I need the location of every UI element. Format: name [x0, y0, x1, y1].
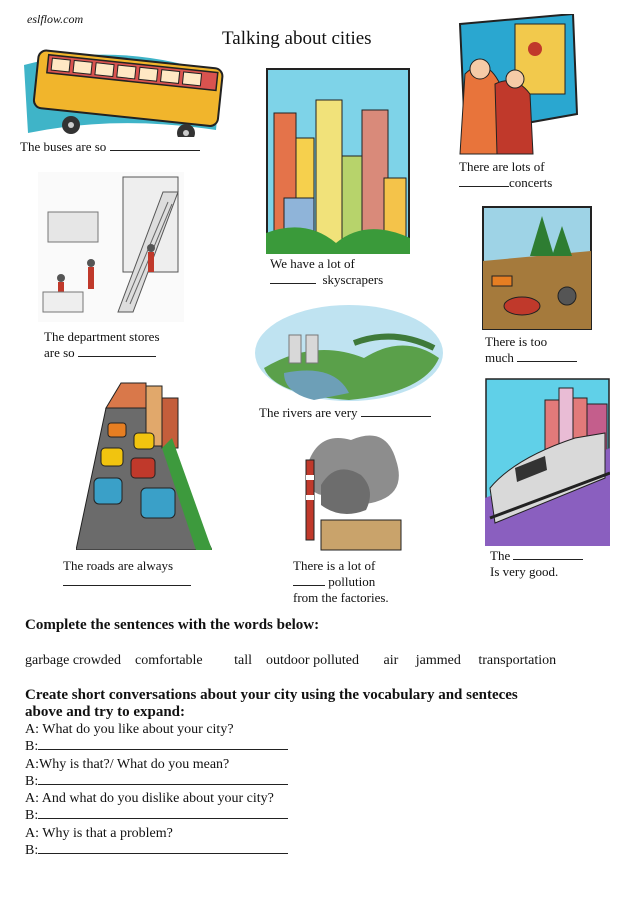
- bus-illustration: [16, 45, 228, 137]
- vocab-word: crowded: [72, 653, 122, 668]
- conversation-line-a: A: Why is that a problem?: [25, 825, 173, 841]
- concert-illustration: [455, 14, 580, 156]
- traffic-jam-illustration: [76, 378, 212, 550]
- page-title: Talking about cities: [222, 28, 372, 49]
- caption-pollution: There is a lot of pollution from the factories.: [293, 558, 389, 605]
- caption-rivers: The rivers are very: [259, 405, 431, 421]
- caption-too-much: There is too much: [485, 334, 577, 366]
- vocab-word: transportation: [478, 653, 557, 668]
- vocab-word: jammed: [415, 653, 461, 668]
- vocab-word: air: [383, 653, 399, 668]
- vocab-word: outdoor: [266, 653, 310, 668]
- vocabulary-list: [25, 653, 615, 669]
- garbage-illustration: [482, 206, 592, 330]
- train-illustration: [485, 378, 610, 546]
- conversation-line-a: A: What do you like about your city?: [25, 722, 234, 737]
- vocab-word: polluted: [313, 653, 359, 668]
- instructions-heading: Complete the sentences with the words below:: [25, 617, 320, 633]
- caption-transportation: The Is very good.: [490, 548, 583, 580]
- conversation-line-b[interactable]: B:: [25, 773, 288, 790]
- vocab-word: tall: [234, 653, 253, 668]
- conversation-line-a: A:Why is that?/ What do you mean?: [25, 756, 230, 772]
- site-name: eslflow.com: [27, 12, 84, 26]
- conversation-heading: Create short conversations about your city using the vocabulary and senteces above and try to expand:: [25, 687, 518, 720]
- caption-skyscrapers: We have a lot of skyscrapers: [270, 256, 384, 287]
- vocab-word: garbage: [25, 653, 70, 668]
- conversation-line-b[interactable]: B:: [25, 738, 288, 755]
- vocab-word: comfortable: [135, 653, 203, 668]
- department-store-illustration: [38, 172, 184, 322]
- conversation-line-b[interactable]: B:: [25, 807, 288, 824]
- skyscrapers-illustration: [266, 68, 410, 254]
- conversation-lines: [25, 721, 288, 859]
- river-illustration: [254, 303, 444, 403]
- conversation-line-b[interactable]: B:: [25, 842, 288, 859]
- caption-concerts: There are lots of concerts: [459, 159, 553, 190]
- caption-department-stores: The department stores are so: [44, 329, 160, 360]
- caption-buses: The buses are so: [20, 139, 200, 155]
- conversation-line-a: A: And what do you dislike about your city?: [25, 791, 274, 807]
- caption-roads: The roads are always: [63, 558, 191, 590]
- factory-pollution-illustration: [296, 430, 406, 554]
